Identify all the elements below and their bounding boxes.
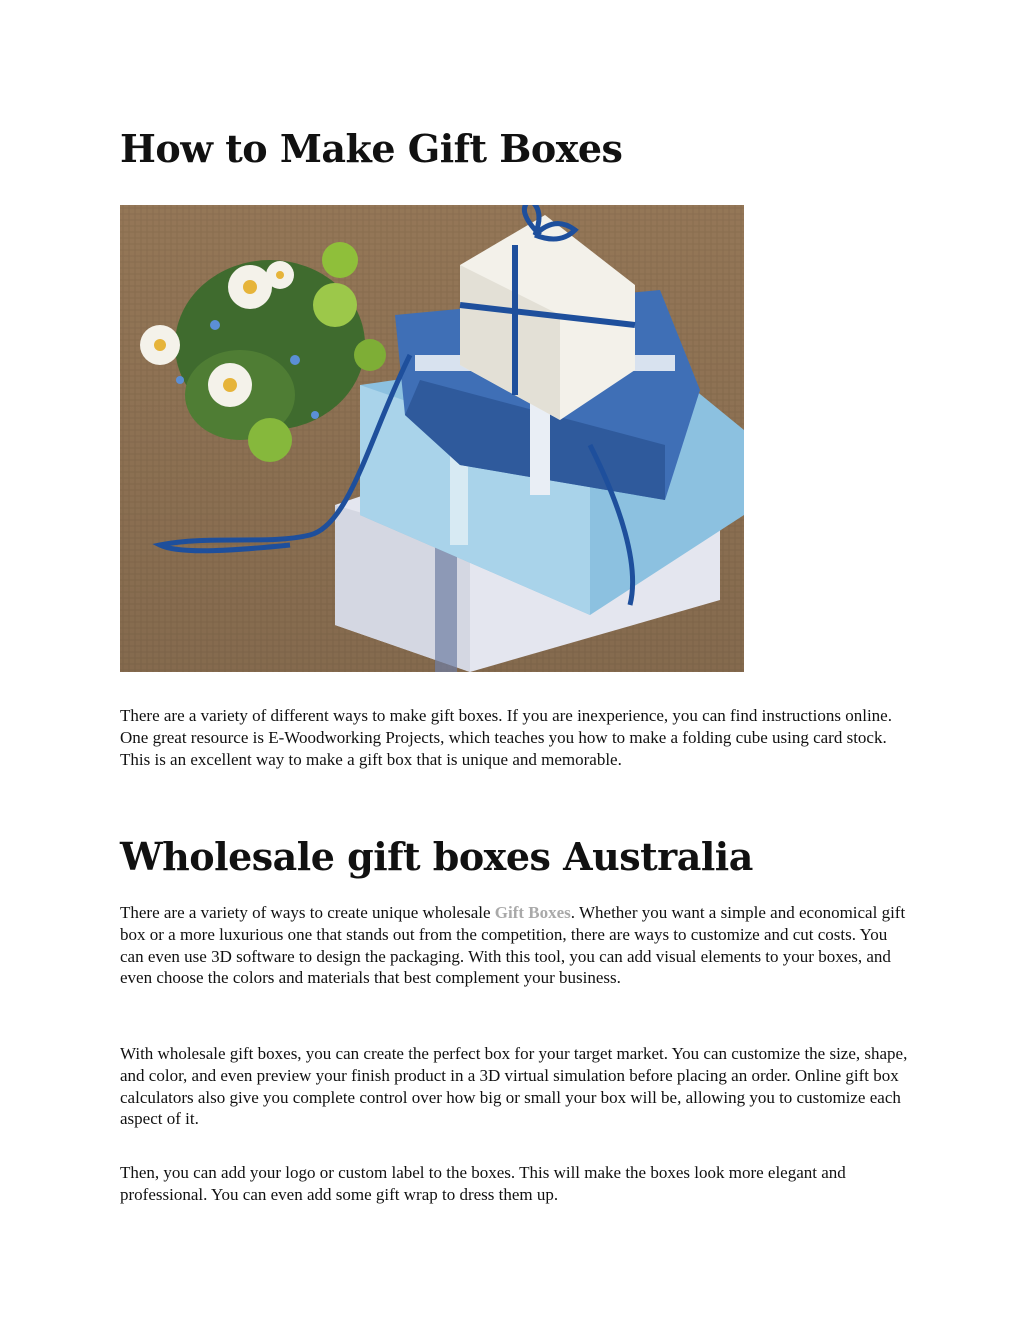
gift-boxes-photo: [120, 205, 744, 672]
wholesale-text-end: . Whether you want a simple and economical gift box or a more luxurious one that stands out from the competition, there are ways to customize and cut costs. You can even use 3D software to design the packaging. With this tool, you can add visual elements to your boxes, and even choose the colors and materials that best complement your business.: [120, 903, 906, 988]
customize-paragraph: With wholesale gift boxes, you can create the perfect box for your target market. You can customize the size, shape, and color, and even preview your finish product in a 3D virtual simulation before placing an order. Online gift box calculators also give you complete control over how big or small your box will be, allowing you to customize each aspect of it.: [120, 1044, 908, 1129]
wholesale-paragraph: [120, 902, 910, 989]
page-title: How to Make Gift Boxes: [120, 126, 623, 171]
intro-paragraph: There are a variety of different ways to make gift boxes. If you are inexperience, you can find instructions online. One great resource is E-Woodworking Projects, which teaches you how to make a folding cube using card stock. This is an excellent way to make a gift box that is unique and memorable.: [120, 706, 892, 769]
section-heading: Wholesale gift boxes Australia: [120, 834, 753, 879]
gift-boxes-link[interactable]: Gift Boxes: [494, 903, 571, 922]
logo-paragraph: Then, you can add your logo or custom label to the boxes. This will make the boxes look more elegant and professional. You can even add some gift wrap to dress them up.: [120, 1163, 846, 1204]
wholesale-text-start: There are a variety of ways to create unique wholesale: [120, 903, 495, 922]
